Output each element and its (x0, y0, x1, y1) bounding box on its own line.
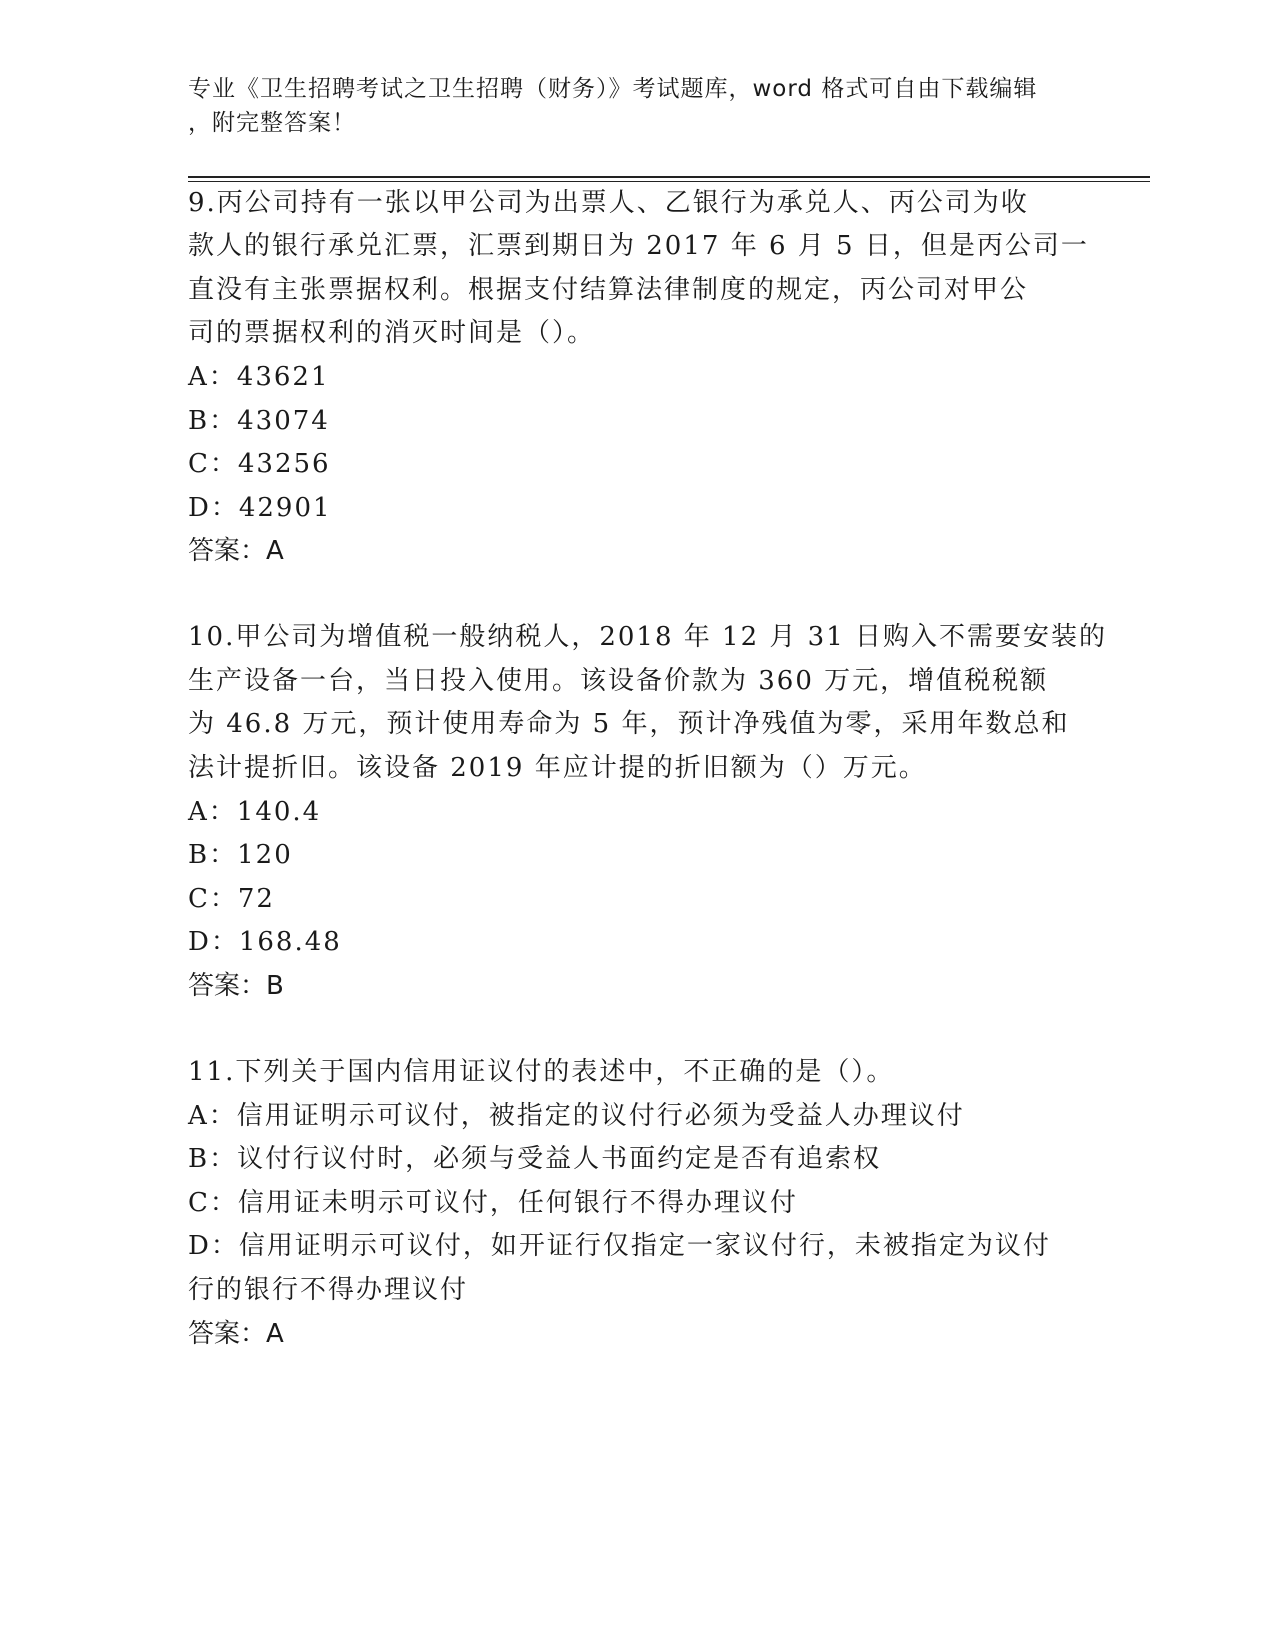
question-9-stem-line-4: 司的票据权利的消灭时间是（）。 (188, 318, 596, 348)
question-9-stem-line-1: 9.丙公司持有一张以甲公司为出票人、乙银行为承兑人、丙公司为收 (188, 188, 1029, 218)
header-line-2: ，附完整答案！ (188, 110, 356, 136)
question-9-option-b: B：43074 (188, 406, 330, 436)
question-10-answer: 答案：B (188, 971, 284, 1001)
question-10-option-d: D：168.48 (188, 927, 342, 957)
question-10-stem-line-4: 法计提折旧。该设备 2019 年应计提的折旧额为（）万元。 (188, 753, 927, 783)
question-10-option-a: A：140.4 (188, 797, 322, 827)
question-9-option-a: A：43621 (188, 362, 330, 392)
question-10-option-c: C：72 (188, 884, 275, 914)
question-9-stem-line-2: 款人的银行承兑汇票，汇票到期日为 2017 年 6 月 5 日，但是丙公司一 (188, 231, 1089, 261)
question-9-stem-line-3: 直没有主张票据权利。根据支付结算法律制度的规定，丙公司对甲公 (188, 275, 1029, 305)
question-10-stem-line-2: 生产设备一台，当日投入使用。该设备价款为 360 万元，增值税税额 (188, 666, 1049, 696)
question-11-option-d-line-1: D：信用证明示可议付，如开证行仅指定一家议付行，未被指定为议付 (188, 1231, 1051, 1261)
question-11-stem-line-1: 11.下列关于国内信用证议付的表述中，不正确的是（）。 (188, 1057, 895, 1087)
question-10-stem-line-1: 10.甲公司为增值税一般纳税人，2018 年 12 月 31 日购入不需要安装的 (188, 622, 1108, 652)
question-10-option-b: B：120 (188, 840, 293, 870)
header-divider-thick (188, 176, 1150, 178)
question-9-option-d: D：42901 (188, 493, 332, 523)
header-line-1: 专业《卫生招聘考试之卫生招聘（财务）》考试题库，word 格式可自由下载编辑 (188, 76, 1038, 102)
question-11-answer: 答案：A (188, 1319, 284, 1349)
header-divider-thin (188, 181, 1150, 182)
question-11-option-c: C：信用证未明示可议付，任何银行不得办理议付 (188, 1188, 798, 1218)
question-11-option-a: A：信用证明示可议付，被指定的议付行必须为受益人办理议付 (188, 1101, 965, 1131)
question-10-stem-line-3: 为 46.8 万元，预计使用寿命为 5 年，预计净残值为零，采用年数总和 (188, 709, 1070, 739)
document-header (188, 72, 1068, 140)
question-9-answer: 答案：A (188, 536, 284, 566)
question-11-option-d-line-2: 行的银行不得办理议付 (188, 1275, 469, 1305)
question-9-option-c: C：43256 (188, 449, 331, 479)
question-11-option-b: B：议付行议付时，必须与受益人书面约定是否有追索权 (188, 1144, 882, 1174)
